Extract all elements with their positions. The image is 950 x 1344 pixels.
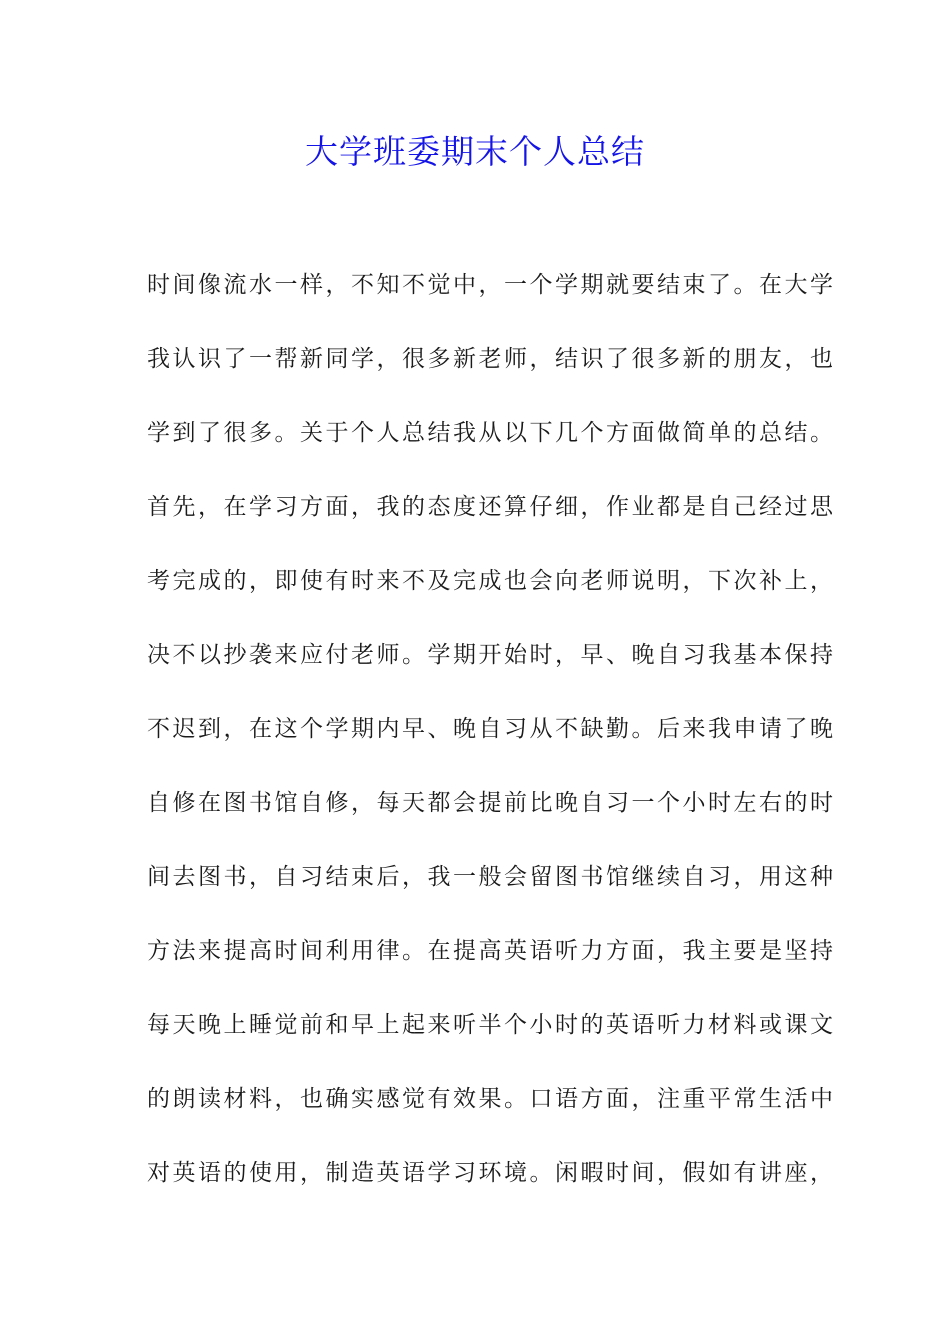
document-title: 大学班委期末个人总结 bbox=[305, 132, 645, 171]
body-line: 间去图书，自习结束后，我一般会留图书馆继续自习，用这种 bbox=[147, 864, 836, 890]
body-line: 的朗读材料，也确实感觉有效果。口语方面，注重平常生活中 bbox=[147, 1086, 836, 1112]
body-line: 时间像流水一样，不知不觉中，一个学期就要结束了。在大学 bbox=[147, 272, 836, 298]
body-line: 不迟到，在这个学期内早、晚自习从不缺勤。后来我申请了晚 bbox=[147, 716, 836, 742]
body-line: 决不以抄袭来应付老师。学期开始时，早、晚自习我基本保持 bbox=[147, 642, 836, 668]
body-line: 首先，在学习方面，我的态度还算仔细，作业都是自己经过思 bbox=[147, 494, 836, 520]
body-line: 我认识了一帮新同学，很多新老师，结识了很多新的朋友，也 bbox=[147, 346, 836, 372]
body-line: 方法来提高时间利用律。在提高英语听力方面，我主要是坚持 bbox=[147, 938, 836, 964]
body-line: 自修在图书馆自修，每天都会提前比晚自习一个小时左右的时 bbox=[147, 790, 836, 816]
body-line: 对英语的使用，制造英语学习环境。闲暇时间，假如有讲座， bbox=[147, 1160, 836, 1186]
body-line: 考完成的，即使有时来不及完成也会向老师说明，下次补上， bbox=[147, 568, 836, 594]
document-body bbox=[147, 260, 836, 1222]
body-line: 学到了很多。关于个人总结我从以下几个方面做简单的总结。 bbox=[147, 420, 836, 446]
body-line: 每天晚上睡觉前和早上起来听半个小时的英语听力材料或课文 bbox=[147, 1012, 836, 1038]
